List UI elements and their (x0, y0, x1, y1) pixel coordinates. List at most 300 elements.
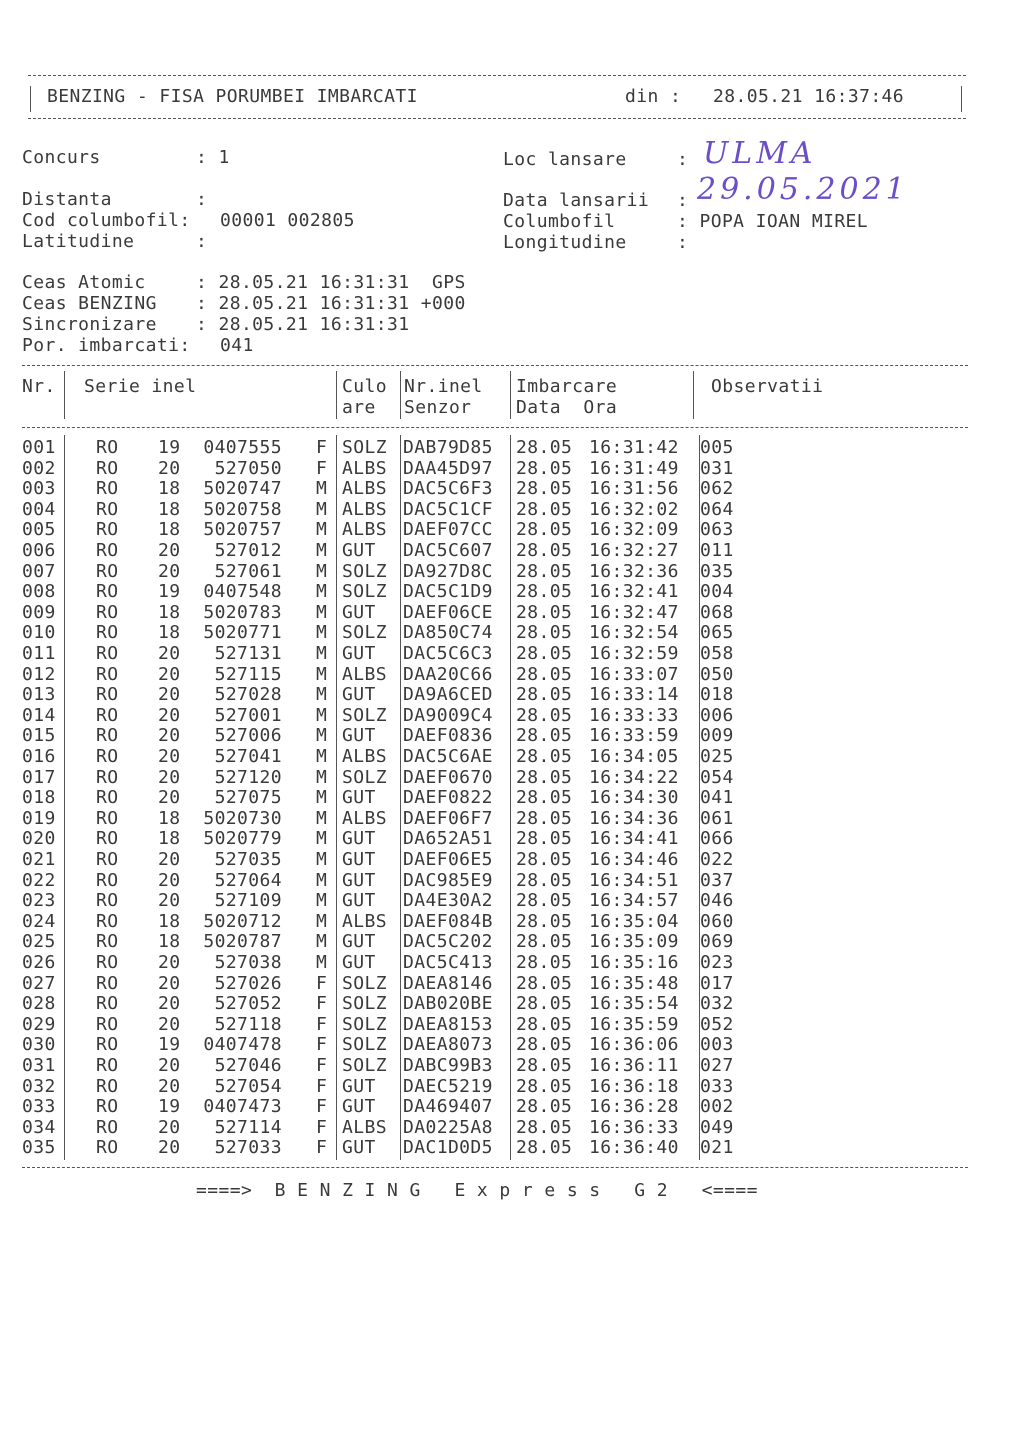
cell-observatii: 005 (700, 437, 734, 458)
cell-an: 20 (158, 766, 181, 788)
table-row (0, 603, 1024, 623)
cell-data: 28.05 (516, 457, 573, 479)
cell-culoare: GUT (342, 890, 376, 912)
cell-ora: 16:36:06 (589, 1034, 679, 1056)
data-lansarii-handwritten: 29.05.2021 (697, 172, 909, 207)
cell-nr: 030 (22, 1034, 56, 1056)
cell-nr: 029 (22, 1013, 56, 1035)
cell-nr: 006 (22, 540, 56, 561)
cell-sex: F (316, 1055, 328, 1076)
cell-culoare: ALBS (342, 910, 387, 932)
cell-nr: 034 (22, 1116, 56, 1138)
cell-tara: RO (96, 952, 119, 973)
cell-ora: 16:31:49 (589, 457, 679, 479)
table-row (0, 953, 1024, 973)
table-row (0, 562, 1024, 582)
ceas-benzing-value: : 28.05.21 16:31:31 +000 (196, 293, 466, 314)
cell-senzor: DAC5C1CF (403, 498, 493, 520)
cell-serie: 5020712 (203, 910, 282, 932)
cell-observatii: 041 (700, 787, 734, 809)
din-label: din : (625, 86, 682, 107)
cell-serie: 5020758 (203, 498, 282, 520)
cell-senzor: DAEA8146 (403, 972, 493, 994)
header-top-border (28, 75, 966, 76)
cell-data: 28.05 (516, 601, 573, 623)
cell-serie: 5020779 (203, 828, 282, 850)
cell-sex: M (316, 643, 328, 664)
sincronizare-value: : 28.05.21 16:31:31 (196, 314, 410, 335)
cell-ora: 16:36:28 (589, 1096, 679, 1118)
cell-ora: 16:36:11 (589, 1055, 679, 1076)
table-row (0, 994, 1024, 1014)
cell-culoare: GUT (342, 952, 376, 973)
distanta-value: : (196, 189, 208, 210)
table-row (0, 932, 1024, 952)
cell-sex: M (316, 478, 328, 500)
cell-culoare: ALBS (342, 1116, 387, 1138)
cell-culoare: SOLZ (342, 560, 387, 582)
latitudine-value: : (196, 231, 208, 252)
cell-sex: F (316, 993, 328, 1015)
col-header-imbarcare-2: Data Ora (516, 397, 618, 418)
cell-ora: 16:35:54 (589, 993, 679, 1015)
cell-an: 20 (158, 704, 181, 726)
cell-senzor: DA927D8C (403, 560, 493, 582)
table-row (0, 644, 1024, 664)
table-row (0, 520, 1024, 540)
cell-senzor: DAB79D85 (403, 437, 493, 458)
cell-senzor: DAEA8073 (403, 1034, 493, 1056)
cell-an: 20 (158, 972, 181, 994)
cell-senzor: DAEF07CC (403, 519, 493, 541)
cell-an: 19 (158, 581, 181, 603)
cell-culoare: SOLZ (342, 766, 387, 788)
cell-data: 28.05 (516, 1116, 573, 1138)
cell-sex: M (316, 952, 328, 973)
cell-an: 18 (158, 828, 181, 850)
table-row (0, 438, 1024, 458)
cell-data: 28.05 (516, 1075, 573, 1097)
cell-ora: 16:36:40 (589, 1137, 679, 1159)
cell-an: 20 (158, 1013, 181, 1035)
table-bottom-border (22, 1167, 968, 1168)
cell-an: 20 (158, 663, 181, 685)
cell-nr: 013 (22, 684, 56, 706)
cell-data: 28.05 (516, 890, 573, 912)
cell-an: 19 (158, 1034, 181, 1056)
table-row (0, 912, 1024, 932)
cell-tara: RO (96, 540, 119, 561)
cell-data: 28.05 (516, 910, 573, 932)
cell-sex: M (316, 890, 328, 912)
cell-sex: M (316, 684, 328, 706)
table-row (0, 1118, 1024, 1138)
cell-an: 20 (158, 1116, 181, 1138)
cell-data: 28.05 (516, 746, 573, 767)
cell-an: 20 (158, 1137, 181, 1159)
cell-nr: 011 (22, 643, 56, 664)
cell-serie: 527109 (214, 890, 282, 912)
cell-an: 20 (158, 1075, 181, 1097)
cell-senzor: DA0225A8 (403, 1116, 493, 1138)
cell-culoare: GUT (342, 1137, 376, 1159)
cell-observatii: 006 (700, 704, 734, 726)
concurs-label: Concurs (22, 147, 101, 168)
cell-culoare: ALBS (342, 746, 387, 767)
cell-data: 28.05 (516, 807, 573, 829)
cell-ora: 16:36:18 (589, 1075, 679, 1097)
cell-data: 28.05 (516, 498, 573, 520)
por-imbarcati-label: Por. imbarcati: (22, 335, 191, 356)
cell-observatii: 023 (700, 952, 734, 973)
cell-serie: 527075 (214, 787, 282, 809)
cell-senzor: DAC5C6AE (403, 746, 493, 767)
cell-serie: 527118 (214, 1013, 282, 1035)
cell-sex: M (316, 498, 328, 520)
hdr-vline-5 (693, 371, 694, 419)
cell-tara: RO (96, 1096, 119, 1118)
hdr-vline-3 (400, 371, 401, 419)
table-row (0, 706, 1024, 726)
cell-serie: 527012 (214, 540, 282, 561)
cell-tara: RO (96, 910, 119, 932)
cell-nr: 014 (22, 704, 56, 726)
cell-data: 28.05 (516, 560, 573, 582)
cell-culoare: GUT (342, 1075, 376, 1097)
cell-nr: 004 (22, 498, 56, 520)
cell-nr: 019 (22, 807, 56, 829)
cell-culoare: SOLZ (342, 704, 387, 726)
table-row (0, 1015, 1024, 1035)
cell-nr: 020 (22, 828, 56, 850)
table-row (0, 850, 1024, 870)
table-header-divider (22, 427, 968, 428)
cell-ora: 16:32:02 (589, 498, 679, 520)
cell-an: 20 (158, 890, 181, 912)
cell-nr: 007 (22, 560, 56, 582)
cell-data: 28.05 (516, 581, 573, 603)
cell-observatii: 021 (700, 1137, 734, 1159)
cell-tara: RO (96, 725, 119, 747)
cell-nr: 032 (22, 1075, 56, 1097)
cell-ora: 16:35:59 (589, 1013, 679, 1035)
cell-serie: 527054 (214, 1075, 282, 1097)
cell-data: 28.05 (516, 1137, 573, 1159)
cod-columbofil-label: Cod columbofil: (22, 210, 191, 231)
cell-observatii: 054 (700, 766, 734, 788)
cell-nr: 016 (22, 746, 56, 767)
cell-tara: RO (96, 746, 119, 767)
hdr-vline-2 (336, 371, 337, 419)
cell-nr: 026 (22, 952, 56, 973)
cell-senzor: DAA45D97 (403, 457, 493, 479)
cell-ora: 16:32:09 (589, 519, 679, 541)
cell-nr: 008 (22, 581, 56, 603)
cell-ora: 16:32:41 (589, 581, 679, 603)
col-header-nr-inel-1: Nr.inel (404, 376, 483, 397)
cell-sex: M (316, 704, 328, 726)
cell-senzor: DAEC5219 (403, 1075, 493, 1097)
cell-tara: RO (96, 457, 119, 479)
cell-an: 20 (158, 643, 181, 664)
cell-sex: M (316, 540, 328, 561)
cell-tara: RO (96, 643, 119, 664)
cell-culoare: GUT (342, 684, 376, 706)
cell-nr: 035 (22, 1137, 56, 1159)
cell-serie: 527033 (214, 1137, 282, 1159)
cell-senzor: DAEF084B (403, 910, 493, 932)
cell-tara: RO (96, 704, 119, 726)
cell-nr: 021 (22, 849, 56, 870)
cell-observatii: 004 (700, 581, 734, 603)
cell-senzor: DAC1D0D5 (403, 1137, 493, 1159)
cell-data: 28.05 (516, 869, 573, 891)
cell-culoare: GUT (342, 787, 376, 809)
cell-serie: 527114 (214, 1116, 282, 1138)
cell-sex: F (316, 1075, 328, 1097)
cell-an: 20 (158, 869, 181, 891)
cell-nr: 010 (22, 622, 56, 644)
cell-senzor: DAEF06CE (403, 601, 493, 623)
cell-data: 28.05 (516, 993, 573, 1015)
cell-serie: 527120 (214, 766, 282, 788)
cell-serie: 527115 (214, 663, 282, 685)
cell-data: 28.05 (516, 704, 573, 726)
cell-serie: 0407473 (203, 1096, 282, 1118)
cell-tara: RO (96, 601, 119, 623)
cell-tara: RO (96, 931, 119, 953)
cell-data: 28.05 (516, 478, 573, 500)
cell-observatii: 060 (700, 910, 734, 932)
cell-sex: F (316, 457, 328, 479)
cell-data: 28.05 (516, 684, 573, 706)
cell-culoare: ALBS (342, 519, 387, 541)
cell-observatii: 065 (700, 622, 734, 644)
cell-nr: 018 (22, 787, 56, 809)
cell-senzor: DAEF06F7 (403, 807, 493, 829)
din-value: 28.05.21 16:37:46 (713, 86, 905, 107)
table-row (0, 1138, 1024, 1158)
cell-nr: 022 (22, 869, 56, 891)
cell-culoare: SOLZ (342, 1034, 387, 1056)
cell-senzor: DA652A51 (403, 828, 493, 850)
cell-serie: 5020771 (203, 622, 282, 644)
cell-observatii: 025 (700, 746, 734, 767)
table-row (0, 1056, 1024, 1076)
cell-culoare: SOLZ (342, 972, 387, 994)
cell-nr: 002 (22, 457, 56, 479)
cell-serie: 527064 (214, 869, 282, 891)
cell-culoare: GUT (342, 540, 376, 561)
cell-observatii: 017 (700, 972, 734, 994)
cell-an: 18 (158, 519, 181, 541)
cell-senzor: DAC5C202 (403, 931, 493, 953)
table-row (0, 685, 1024, 705)
cell-serie: 527026 (214, 972, 282, 994)
cell-culoare: GUT (342, 1096, 376, 1118)
cell-serie: 5020757 (203, 519, 282, 541)
cell-senzor: DA9009C4 (403, 704, 493, 726)
cell-nr: 027 (22, 972, 56, 994)
cell-culoare: GUT (342, 869, 376, 891)
cell-an: 18 (158, 931, 181, 953)
hdr-vline-1 (64, 371, 65, 419)
table-row (0, 1035, 1024, 1055)
col-header-nr-inel-2: Senzor (404, 397, 472, 418)
cell-culoare: GUT (342, 725, 376, 747)
cell-senzor: DA9A6CED (403, 684, 493, 706)
cell-senzor: DAC5C413 (403, 952, 493, 973)
cell-serie: 5020787 (203, 931, 282, 953)
loc-lansare-colon: : (677, 149, 689, 170)
cell-nr: 012 (22, 663, 56, 685)
cell-sex: M (316, 807, 328, 829)
cell-sex: M (316, 663, 328, 685)
cell-tara: RO (96, 1116, 119, 1138)
header-bottom-border (28, 118, 966, 119)
cell-observatii: 052 (700, 1013, 734, 1035)
header-right-border (961, 86, 962, 112)
cell-tara: RO (96, 1013, 119, 1035)
cell-an: 18 (158, 910, 181, 932)
cell-nr: 003 (22, 478, 56, 500)
por-imbarcati-value: 041 (220, 335, 254, 356)
cell-sex: M (316, 766, 328, 788)
loc-lansare-label: Loc lansare (503, 149, 627, 170)
columbofil-label: Columbofil (503, 211, 616, 232)
cell-observatii: 069 (700, 931, 734, 953)
table-row (0, 974, 1024, 994)
cell-an: 20 (158, 457, 181, 479)
cell-culoare: GUT (342, 931, 376, 953)
cell-sex: F (316, 1034, 328, 1056)
cell-an: 20 (158, 560, 181, 582)
cell-sex: M (316, 560, 328, 582)
cell-sex: M (316, 828, 328, 850)
cell-senzor: DAC5C6F3 (403, 478, 493, 500)
cell-culoare: ALBS (342, 807, 387, 829)
loc-lansare-handwritten: ULMA (703, 136, 817, 171)
cell-ora: 16:35:16 (589, 952, 679, 973)
cell-serie: 5020783 (203, 601, 282, 623)
cell-observatii: 027 (700, 1055, 734, 1076)
cell-ora: 16:33:14 (589, 684, 679, 706)
cell-nr: 005 (22, 519, 56, 541)
cell-serie: 0407478 (203, 1034, 282, 1056)
table-row (0, 459, 1024, 479)
cell-tara: RO (96, 869, 119, 891)
cell-ora: 16:32:59 (589, 643, 679, 664)
cell-culoare: GUT (342, 643, 376, 664)
cell-senzor: DAC5C607 (403, 540, 493, 561)
cell-an: 20 (158, 725, 181, 747)
cell-ora: 16:34:22 (589, 766, 679, 788)
cell-an: 19 (158, 437, 181, 458)
hdr-vline-4 (510, 371, 511, 419)
data-lansarii-label: Data lansarii (503, 190, 650, 211)
table-row (0, 829, 1024, 849)
cell-an: 20 (158, 1055, 181, 1076)
cell-data: 28.05 (516, 519, 573, 541)
cell-sex: M (316, 601, 328, 623)
cell-an: 20 (158, 540, 181, 561)
table-row (0, 479, 1024, 499)
cell-nr: 023 (22, 890, 56, 912)
cell-ora: 16:36:33 (589, 1116, 679, 1138)
cell-serie: 5020747 (203, 478, 282, 500)
cell-nr: 017 (22, 766, 56, 788)
cell-culoare: GUT (342, 828, 376, 850)
cell-tara: RO (96, 1034, 119, 1056)
cell-data: 28.05 (516, 828, 573, 850)
cell-sex: F (316, 1116, 328, 1138)
cell-nr: 015 (22, 725, 56, 747)
cell-an: 20 (158, 952, 181, 973)
header-left-border (30, 86, 31, 112)
cell-observatii: 058 (700, 643, 734, 664)
cell-senzor: DAEF0670 (403, 766, 493, 788)
cell-nr: 028 (22, 993, 56, 1015)
cell-culoare: SOLZ (342, 437, 387, 458)
table-row (0, 891, 1024, 911)
cell-observatii: 032 (700, 993, 734, 1015)
col-header-observatii: Observatii (711, 376, 824, 397)
cell-culoare: SOLZ (342, 622, 387, 644)
cell-an: 20 (158, 684, 181, 706)
cell-tara: RO (96, 1055, 119, 1076)
cell-an: 20 (158, 787, 181, 809)
table-row (0, 582, 1024, 602)
cell-nr: 001 (22, 437, 56, 458)
cell-ora: 16:32:36 (589, 560, 679, 582)
table-row (0, 788, 1024, 808)
ceas-atomic-label: Ceas Atomic (22, 272, 146, 293)
cell-sex: M (316, 931, 328, 953)
cell-observatii: 049 (700, 1116, 734, 1138)
cell-senzor: DAEA8153 (403, 1013, 493, 1035)
cell-observatii: 011 (700, 540, 734, 561)
cell-ora: 16:34:51 (589, 869, 679, 891)
cell-observatii: 061 (700, 807, 734, 829)
col-header-imbarcare-1: Imbarcare (516, 376, 618, 397)
col-header-culoare-2: are (342, 397, 376, 418)
table-row (0, 500, 1024, 520)
cell-senzor: DAEF0822 (403, 787, 493, 809)
longitudine-label: Longitudine (503, 232, 627, 253)
cell-senzor: DAC985E9 (403, 869, 493, 891)
cell-sex: M (316, 581, 328, 603)
cell-an: 18 (158, 478, 181, 500)
cell-data: 28.05 (516, 643, 573, 664)
cell-ora: 16:35:09 (589, 931, 679, 953)
cell-data: 28.05 (516, 1034, 573, 1056)
cell-data: 28.05 (516, 437, 573, 458)
table-row (0, 1097, 1024, 1117)
cell-nr: 025 (22, 931, 56, 953)
table-row (0, 665, 1024, 685)
cell-ora: 16:34:05 (589, 746, 679, 767)
cell-sex: F (316, 1013, 328, 1035)
cell-an: 20 (158, 746, 181, 767)
cell-culoare: ALBS (342, 457, 387, 479)
table-top-border (22, 365, 968, 366)
concurs-value: : 1 (196, 147, 230, 168)
ceas-atomic-value: : 28.05.21 16:31:31 GPS (196, 272, 466, 293)
ceas-benzing-label: Ceas BENZING (22, 293, 157, 314)
table-row (0, 809, 1024, 829)
col-header-nr: Nr. (22, 376, 56, 397)
cell-observatii: 002 (700, 1096, 734, 1118)
